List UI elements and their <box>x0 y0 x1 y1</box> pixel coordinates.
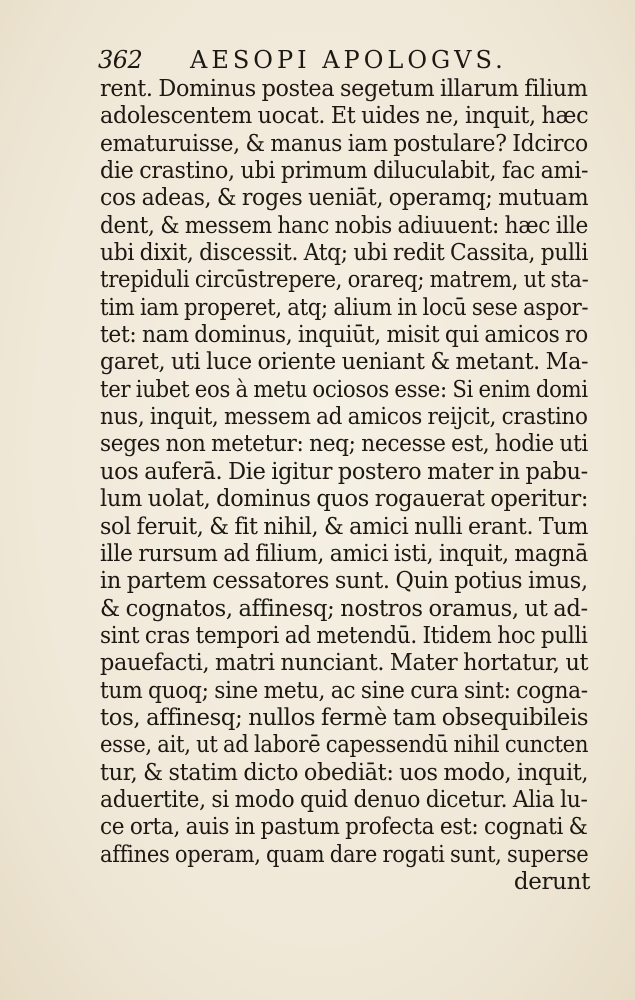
text-line: ematuruisse, & manus iam postulare? Idcirco <box>100 130 588 157</box>
text-line: esse, ait, ut ad laborē capessendū nihil cuncten <box>100 732 589 759</box>
text-line: aduertite, si modo quid denuo dicetur. Alia lu- <box>100 786 588 813</box>
text-line: uos auferā. Die igitur postero mater in pabu- <box>100 458 588 485</box>
body-text <box>100 76 590 896</box>
page-number: 362 <box>98 46 143 74</box>
text-line: adolescentem uocat. Et uides ne, inquit, hæc <box>100 103 589 130</box>
text-line: & cognatos, affinesq; nostros oramus, ut ad- <box>100 595 588 622</box>
text-line: lum uolat, dominus quos rogauerat operitur: <box>100 486 589 513</box>
text-line: sint cras tempori ad metendū. Itidem hoc pulli <box>100 622 588 649</box>
text-line: dent, & messem hanc nobis adiuuent: hæc ille <box>100 212 588 239</box>
text-line: trepiduli circūstrepere, orareq; matrem, ut sta- <box>100 267 589 294</box>
catchword: derunt <box>513 868 590 895</box>
text-line: ille rursum ad filium, amici isti, inquit, magnā <box>100 540 588 567</box>
text-line: tos, affinesq; nullos fermè tam obsequibileis <box>100 704 589 731</box>
text-line: rent. Dominus postea segetum illarum filium <box>100 76 588 102</box>
text-line: seges non metetur: neq; necesse est, hodie uti <box>100 431 588 458</box>
text-line: in partem cessatores sunt. Quin potius imus, <box>100 568 588 595</box>
text-line: ubi dixit, discessit. Atq; ubi redit Cassita, pulli <box>100 240 588 267</box>
text-line: die crastino, ubi primum diluculabit, fac ami- <box>100 158 589 185</box>
text-line: tet: nam dominus, inquiūt, misit qui amicos ro <box>100 322 588 349</box>
text-line: tum quoq; sine metu, ac sine cura sint: cogna- <box>100 677 588 704</box>
text-line: ter iubet eos à metu ociosos esse: Si enim domi <box>100 376 588 403</box>
text-line: nus, inquit, messem ad amicos reijcit, crastino <box>100 404 588 431</box>
text-line: tur, & statim dicto obediāt: uos modo, inquit, <box>100 759 589 786</box>
page-header <box>98 42 538 76</box>
text-line: garet, uti luce oriente ueniant & metant. Ma- <box>100 349 589 376</box>
running-title: AESOPI APOLOGVS. <box>190 46 507 74</box>
text-line: pauefacti, matri nunciant. Mater hortatur, ut <box>100 650 589 677</box>
text-line: affines operam, quam dare rogati sunt, superse <box>100 841 589 868</box>
text-line: ce orta, auis in pastum profecta est: cognati & <box>100 814 588 841</box>
text-line: cos adeas, & roges ueniāt, operamq; mutuam <box>100 185 589 212</box>
text-line: sol feruit, & fit nihil, & amici nulli erant. Tum <box>100 513 589 540</box>
text-line: tim iam properet, atq; alium in locū sese aspor- <box>100 294 589 321</box>
